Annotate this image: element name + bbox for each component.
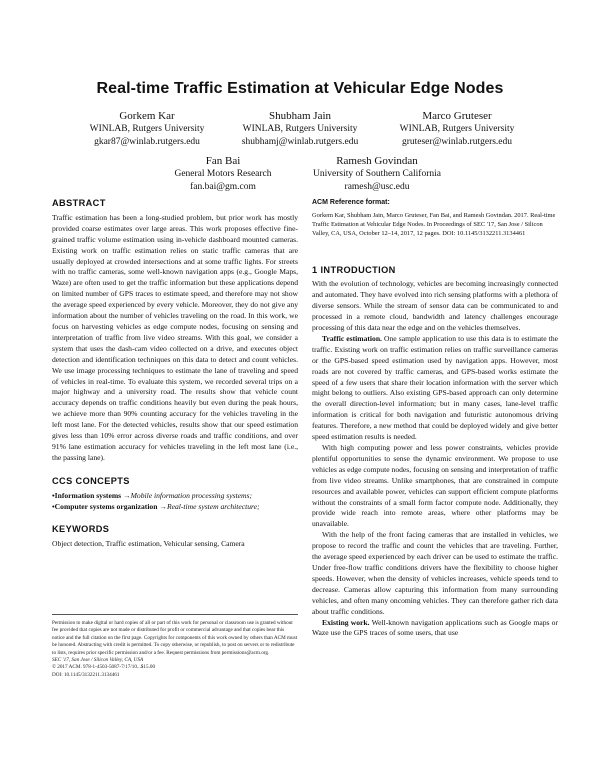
abstract-heading: ABSTRACT — [52, 198, 106, 208]
introduction-heading: 1 INTRODUCTION — [312, 264, 396, 275]
author-email: gruteser@winlab.rutgers.edu — [401, 136, 513, 147]
ccs-item-text: →Mobile information processing systems; — [121, 490, 253, 500]
right-column — [312, 198, 558, 639]
ccs-section — [52, 476, 298, 513]
author-email: fan.bai@gm.com — [190, 181, 256, 192]
permission-footnote — [52, 614, 298, 679]
introduction-section — [312, 265, 558, 640]
runin-heading: Traffic estimation. — [322, 333, 382, 343]
paper-title: Real-time Traffic Estimation at Vehicular Edge Nodes — [96, 80, 504, 97]
author-name: Gorkem Kar — [119, 110, 175, 122]
author-name: Marco Gruteser — [422, 110, 492, 122]
acm-reference-heading: ACM Reference format: — [312, 199, 390, 206]
intro-paragraph — [312, 334, 558, 443]
intro-paragraph: With the help of the front facing cameras that are installed in vehicles, we propose to record the traffic and count the vehicles that are traveling. Further, the average speed experienced by each driver can be used to estimate the traffic. Under free-flow traffic conditions drivers have the flexibility to choose higher speeds. However, when the density of vehicles increases, vehicle speeds tend to decrease. Cameras allow capturing this information from many surrounding vehicles, and often many oncoming vehicles. They can therefore gather rich data about traffic conditions. — [312, 530, 558, 616]
author-name: Ramesh Govindan — [336, 155, 418, 167]
author-block — [282, 154, 472, 193]
intro-paragraph: With the evolution of technology, vehicles are becoming increasingly connected and automated. They have evolved into rich sensing platforms with a plethora of diverse sensors. While the stream of sensor data can be communicated to and processed in a remote cloud, bandwidth and latency challenges encourage processing of this data near the edge and on the vehicles themselves. — [312, 279, 558, 333]
permission-doi: DOI: 10.1145/3132211.3134461 — [52, 671, 120, 678]
author-name: Fan Bai — [205, 155, 241, 167]
permission-text: Permission to make digital or hard copies of all or part of this work for personal or classroom use is granted without fee provided that copies are not made or distributed for profit or commercial advantage and that copies bear this notice and the full citation on the first page. Copyrights for components of this work owned by others than ACM must be honored. Abstracting with credit is permitted. To copy otherwise, or republish, to post on servers or to redistribute to lists, requires prior specific permission and/or a fee. Request permissions from permissions@acm.org. — [52, 620, 298, 656]
author-block — [362, 109, 552, 148]
author-affiliation: WINLAB, Rutgers University — [89, 124, 205, 134]
abstract-text: Traffic estimation has been a long-studied problem, but prior work has mostly provided coarse estimates over large areas. This work proposes effective fine-grained traffic volume estimation using in-vehicle dashboard mounted cameras. Existing work on traffic estimation relies on static traffic cameras that are usually deployed at crowded intersections and at some traffic lights. For streets with no traffic cameras, some well-known navigation apps (e.g., Google Maps, Waze) are often used to get the traffic information but these applications depend on limited number of GPS traces to estimate speed, and therefore may not show the average speed experienced by every vehicle. Moreover, they do not give any information about the number of vehicles traveling on the road. In this work, we focus on harvesting vehicles as edge compute nodes, focusing on sensing and interpretation of traffic from live video streams. With this goal, we consider a system that uses the dash-cam video collected on a drive, and executes object detection and identification techniques on this data to detect and count vehicles. We use image processing techniques to estimate the lane of traveling and speed of vehicles in real-time. To evaluate this system, we recorded several trips on a major highway and a university road. The results show that vehicle count accuracy depends on traffic conditions heavily but even during the peak hours, we achieve more than 90% counting accuracy for the vehicles traveling in the left most lane. For the detected vehicles, results show that our speed estimation gives less than 10% error across diverse roads and traffic conditions, and over 91% lane estimation accuracy for vehicles traveling in the left most lane (i.e., the passing lane). — [52, 212, 298, 462]
ccs-item — [52, 491, 298, 502]
permission-venue: SEC '17, San Jose / Silicon Valley, CA, USA — [52, 657, 144, 664]
runin-heading: Existing work. — [322, 617, 370, 627]
ccs-item-bold: •Computer systems organization — [52, 501, 158, 511]
keywords-section — [52, 524, 298, 550]
intro-paragraph: With high computing power and less power constraints, vehicles provide plentiful opportunities to sense the dynamic environment. We propose to use vehicles as edge compute nodes, focusing on sensing and interpretation of traffic from live video streams. Unlike smartphones, that are constrained in compute resources and available power, vehicles can support efficient compute platforms without the constraints of a small form factor compute node. Additionally, they provide wide reach into remote areas, where other platforms may be unavailable. — [312, 443, 558, 529]
keywords-text: Object detection, Traffic estimation, Vehicular sensing, Camera — [52, 539, 245, 549]
author-name: Shubham Jain — [268, 110, 332, 122]
permission-copyright: © 2017 ACM. 978-1-4503-5087-7/17/10...$15.00 — [52, 664, 156, 671]
author-email: shubhamj@winlab.rutgers.edu — [241, 136, 359, 147]
keywords-heading: KEYWORDS — [52, 524, 110, 535]
author-affiliation: General Motors Research — [174, 169, 272, 179]
author-email: ramesh@usc.edu — [344, 181, 410, 192]
paragraph-text: Well-known navigation applications such as Google maps or Waze use the GPS traces of some users, that use — [312, 617, 558, 638]
intro-paragraph — [312, 618, 558, 640]
acm-reference — [312, 198, 558, 239]
ccs-item-text: →Real-time system architecture; — [157, 501, 260, 511]
paragraph-text: One sample application to use this data is to estimate the traffic. Existing work on traffic estimation relies on traffic surveillance cameras or the GPS-based speed estimation used by navigation apps. However, most roads are not covered by traffic cameras, and GPS-based works estimate the speed of a few users that share their location information with the server which might belong to outliers. Also existing GPS-based approach can only determine the overall direction-level information; but in many cases, lane-level traffic information is critical for both navigation and futuristic autonomous driving features. Therefore, a new method that could be deployed widely and give better speed estimation results is needed. — [312, 333, 558, 442]
author-email: gkar87@winlab.rutgers.edu — [94, 136, 200, 147]
ccs-heading: CCS CONCEPTS — [52, 475, 130, 486]
left-column — [52, 198, 298, 550]
acm-reference-text: Gorkem Kar, Shubham Jain, Marco Gruteser, Fan Bai, and Ramesh Govindan. 2017. Real-time Traffic Estimation at Vehicular Edge Nodes. In Proceedings of SEC '17, San Jose / Silicon Valley, CA, USA, October 12–14, 2017, 12 pages. DOI: 10.1145/3132211.3134461 — [312, 211, 556, 238]
ccs-item — [52, 502, 298, 513]
author-affiliation: University of Southern California — [313, 169, 441, 179]
ccs-item-bold: •Information systems — [52, 490, 122, 500]
author-affiliation: WINLAB, Rutgers University — [399, 124, 515, 134]
author-affiliation: WINLAB, Rutgers University — [242, 124, 358, 134]
